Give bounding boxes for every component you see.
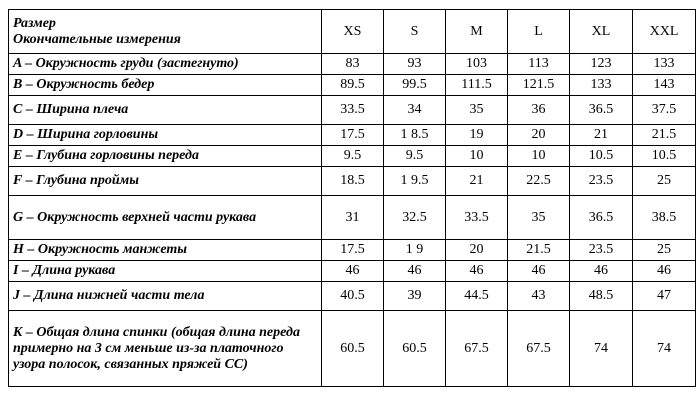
measurement-value: 43 <box>508 282 570 311</box>
row-label: D – Ширина горловины <box>9 125 322 146</box>
measurement-value: 46 <box>446 261 508 282</box>
measurement-value: 33.5 <box>322 96 384 125</box>
measurement-value: 103 <box>446 54 508 75</box>
measurement-value: 67.5 <box>508 311 570 387</box>
measurement-value: 32.5 <box>384 196 446 240</box>
measurement-value: 89.5 <box>322 75 384 96</box>
size-header-xs: XS <box>322 10 384 54</box>
measurement-value: 46 <box>570 261 633 282</box>
measurement-value: 74 <box>633 311 696 387</box>
measurement-value: 60.5 <box>322 311 384 387</box>
table-row <box>9 261 696 282</box>
row-label: H – Окружность манжеты <box>9 240 322 261</box>
size-header-xxl: XXL <box>633 10 696 54</box>
row-label: G – Окружность верхней части рукава <box>9 196 322 240</box>
table-row <box>9 75 696 96</box>
measurement-value: 10.5 <box>570 146 633 167</box>
measurement-value: 25 <box>633 167 696 196</box>
header-row <box>9 10 696 54</box>
measurement-value: 48.5 <box>570 282 633 311</box>
measurement-value: 83 <box>322 54 384 75</box>
measurement-value: 21.5 <box>508 240 570 261</box>
measurement-value: 74 <box>570 311 633 387</box>
measurement-value: 21 <box>446 167 508 196</box>
size-measurements-table <box>8 9 696 387</box>
measurement-value: 1 8.5 <box>384 125 446 146</box>
measurement-value: 123 <box>570 54 633 75</box>
size-header-l: L <box>508 10 570 54</box>
measurement-value: 133 <box>570 75 633 96</box>
measurement-value: 20 <box>508 125 570 146</box>
table-row <box>9 54 696 75</box>
measurement-value: 22.5 <box>508 167 570 196</box>
measurement-value: 36 <box>508 96 570 125</box>
measurement-value: 31 <box>322 196 384 240</box>
measurement-value: 93 <box>384 54 446 75</box>
measurement-value: 36.5 <box>570 196 633 240</box>
measurement-value: 44.5 <box>446 282 508 311</box>
measurement-value: 1 9.5 <box>384 167 446 196</box>
measurement-value: 35 <box>446 96 508 125</box>
row-label: I – Длина рукава <box>9 261 322 282</box>
table-row <box>9 311 696 387</box>
measurement-value: 23.5 <box>570 240 633 261</box>
measurement-value: 60.5 <box>384 311 446 387</box>
measurement-value: 143 <box>633 75 696 96</box>
table-row <box>9 96 696 125</box>
measurement-value: 25 <box>633 240 696 261</box>
measurement-value: 111.5 <box>446 75 508 96</box>
row-label: F – Глубина проймы <box>9 167 322 196</box>
row-label: J – Длина нижней части тела <box>9 282 322 311</box>
table-row <box>9 282 696 311</box>
row-label: K – Общая длина спинки (общая длина переда примерно на 3 см меньше из-за платочного узора полосок, связанных пряжей СС) <box>9 311 322 387</box>
measurement-value: 10.5 <box>633 146 696 167</box>
measurement-value: 36.5 <box>570 96 633 125</box>
measurement-value: 9.5 <box>384 146 446 167</box>
measurement-value: 37.5 <box>633 96 696 125</box>
measurement-value: 46 <box>508 261 570 282</box>
measurement-value: 46 <box>384 261 446 282</box>
measurement-value: 21 <box>570 125 633 146</box>
measurement-value: 9.5 <box>322 146 384 167</box>
size-header-s: S <box>384 10 446 54</box>
measurement-value: 46 <box>322 261 384 282</box>
measurement-value: 133 <box>633 54 696 75</box>
measurement-value: 121.5 <box>508 75 570 96</box>
measurement-value: 67.5 <box>446 311 508 387</box>
measurement-value: 46 <box>633 261 696 282</box>
table-row <box>9 125 696 146</box>
measurement-value: 47 <box>633 282 696 311</box>
measurement-value: 17.5 <box>322 240 384 261</box>
header-label-size: Размер <box>13 16 56 31</box>
measurement-value: 1 9 <box>384 240 446 261</box>
measurement-value: 34 <box>384 96 446 125</box>
header-label-final: Окончательные измерения <box>13 32 181 47</box>
measurement-value: 10 <box>508 146 570 167</box>
row-label: B – Окружность бедер <box>9 75 322 96</box>
row-label: C – Ширина плеча <box>9 96 322 125</box>
measurement-value: 21.5 <box>633 125 696 146</box>
size-header-m: M <box>446 10 508 54</box>
measurement-value: 19 <box>446 125 508 146</box>
table-row <box>9 167 696 196</box>
header-label <box>9 10 322 54</box>
measurement-value: 10 <box>446 146 508 167</box>
measurement-value: 20 <box>446 240 508 261</box>
table-row <box>9 196 696 240</box>
measurement-value: 39 <box>384 282 446 311</box>
measurement-value: 17.5 <box>322 125 384 146</box>
measurement-value: 35 <box>508 196 570 240</box>
row-label: E – Глубина горловины переда <box>9 146 322 167</box>
table-row <box>9 240 696 261</box>
size-header-xl: XL <box>570 10 633 54</box>
measurement-value: 113 <box>508 54 570 75</box>
measurement-value: 38.5 <box>633 196 696 240</box>
measurement-value: 40.5 <box>322 282 384 311</box>
measurement-value: 33.5 <box>446 196 508 240</box>
measurement-value: 99.5 <box>384 75 446 96</box>
row-label: A – Окружность груди (застегнуто) <box>9 54 322 75</box>
measurement-value: 18.5 <box>322 167 384 196</box>
measurement-value: 23.5 <box>570 167 633 196</box>
table-row <box>9 146 696 167</box>
